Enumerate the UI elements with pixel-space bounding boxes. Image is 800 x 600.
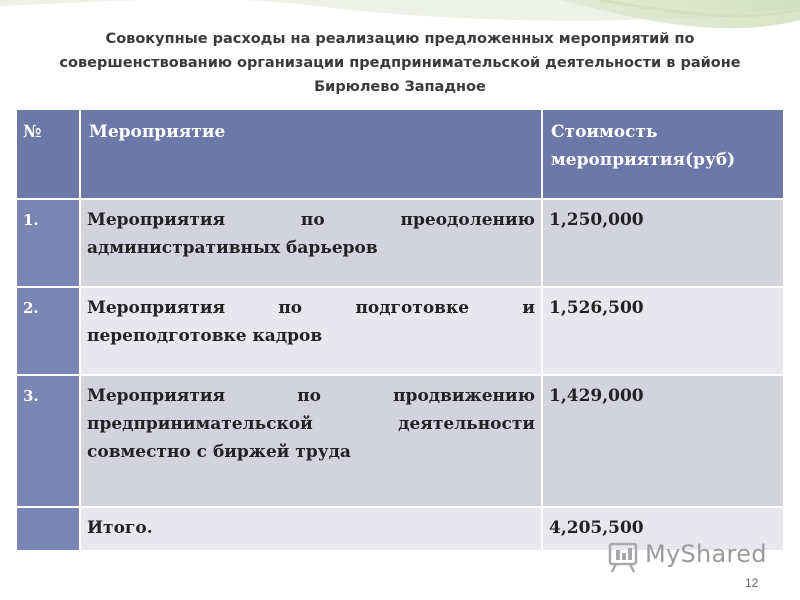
row-cost: 1,250,000 bbox=[542, 199, 784, 287]
row-name: Мероприятия по подготовке и переподготовке кадров bbox=[80, 287, 542, 375]
row-name: Итого. bbox=[80, 507, 542, 551]
table-row bbox=[16, 199, 784, 287]
table-header-row bbox=[16, 109, 784, 199]
row-num: 1. bbox=[16, 199, 80, 287]
page-number: 12 bbox=[745, 576, 759, 590]
header-name: Мероприятие bbox=[80, 109, 542, 199]
watermark-text: MyShared bbox=[645, 540, 767, 568]
table-row bbox=[16, 375, 784, 507]
row-name: Мероприятия по продвижению предпринимательской деятельности совместно с биржей труда bbox=[80, 375, 542, 507]
title-line: Бирюлево Западное bbox=[314, 79, 486, 95]
table-row bbox=[16, 287, 784, 375]
title-line: совершенствованию организации предпринимательской деятельности в районе bbox=[59, 55, 741, 71]
header-num: № bbox=[16, 109, 80, 199]
slide-title bbox=[40, 27, 760, 99]
row-num: 3. bbox=[16, 375, 80, 507]
row-cost: 1,429,000 bbox=[542, 375, 784, 507]
expenses-table bbox=[15, 108, 785, 552]
row-num: 2. bbox=[16, 287, 80, 375]
row-cost: 1,526,500 bbox=[542, 287, 784, 375]
row-cost: 4,205,500 bbox=[542, 507, 784, 551]
header-cost-line: мероприятия(руб) bbox=[551, 150, 736, 170]
row-num bbox=[16, 507, 80, 551]
title-line: Совокупные расходы на реализацию предложенных мероприятий по bbox=[105, 31, 695, 47]
header-cost bbox=[542, 109, 784, 199]
header-cost-line: Стоимость bbox=[551, 122, 658, 142]
row-name: Мероприятия по преодолению административных барьеров bbox=[80, 199, 542, 287]
